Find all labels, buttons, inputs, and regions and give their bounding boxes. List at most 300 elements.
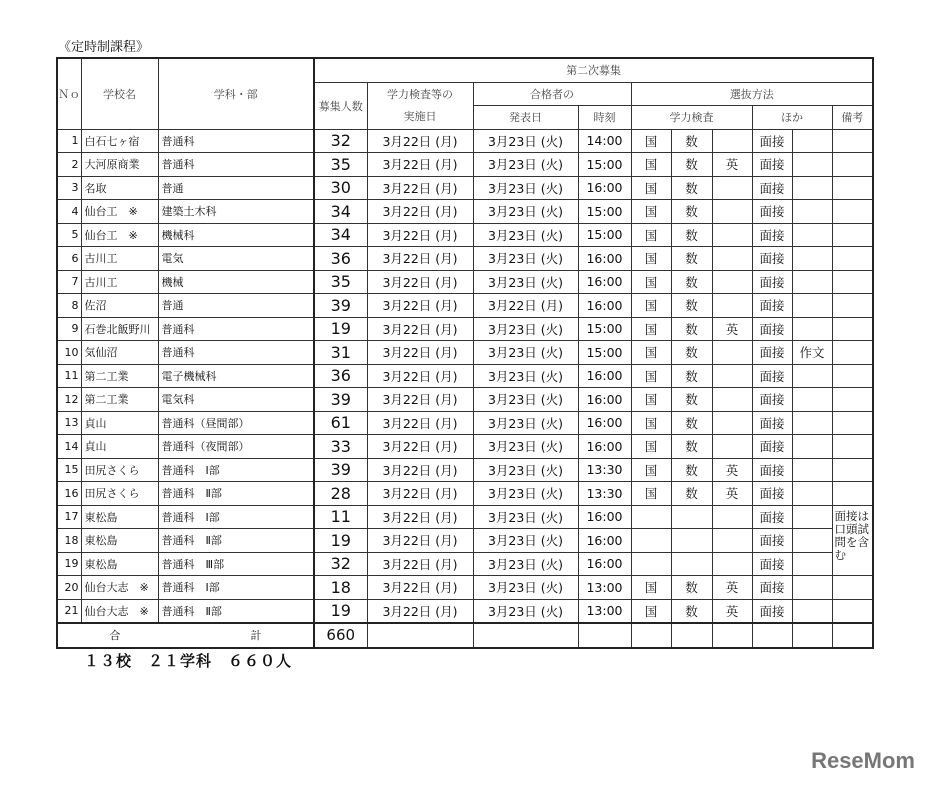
announce-time: 15:00 [578, 223, 631, 247]
other-method [792, 458, 832, 482]
table-row [57, 388, 873, 412]
announce-date: 3月23日 (火) [473, 223, 578, 247]
interview: 面接 [752, 200, 792, 224]
dept-name: 普通科 Ⅲ部 [158, 552, 314, 576]
other-method [792, 529, 832, 553]
announce-time: 13:30 [578, 482, 631, 506]
remark [832, 294, 873, 318]
exam-date: 3月22日 (月) [367, 552, 473, 576]
empty-cell [631, 623, 671, 648]
header-method: 選抜方法 [631, 82, 873, 106]
dept-name: 電気 [158, 247, 314, 271]
empty-cell [671, 623, 712, 648]
remark [832, 153, 873, 177]
dept-name: 建築土木科 [158, 200, 314, 224]
row-no: 12 [57, 388, 81, 412]
remark [832, 223, 873, 247]
subject-math: 数 [671, 435, 712, 459]
table-row [57, 129, 873, 153]
count: 39 [314, 294, 367, 318]
remark-note: 面接は口頭試問を含む [832, 505, 873, 576]
other-method [792, 153, 832, 177]
count: 32 [314, 129, 367, 153]
announce-date: 3月23日 (火) [473, 435, 578, 459]
subject-english [712, 529, 752, 553]
other-method [792, 576, 832, 600]
subject-japanese: 国 [631, 576, 671, 600]
subject-english: 英 [712, 576, 752, 600]
row-no: 8 [57, 294, 81, 318]
remark [832, 129, 873, 153]
other-method [792, 505, 832, 529]
subject-english: 英 [712, 599, 752, 623]
announce-date: 3月23日 (火) [473, 529, 578, 553]
count: 19 [314, 529, 367, 553]
subject-japanese [631, 529, 671, 553]
count: 28 [314, 482, 367, 506]
dept-name: 電子機械科 [158, 364, 314, 388]
row-no: 19 [57, 552, 81, 576]
count: 35 [314, 153, 367, 177]
subject-math: 数 [671, 129, 712, 153]
table-row [57, 317, 873, 341]
table-row [57, 552, 873, 576]
exam-date: 3月22日 (月) [367, 317, 473, 341]
subject-math: 数 [671, 599, 712, 623]
interview: 面接 [752, 458, 792, 482]
announce-date: 3月23日 (火) [473, 176, 578, 200]
school-name: 石巻北飯野川 [81, 317, 158, 341]
interview: 面接 [752, 176, 792, 200]
school-name: 白石七ヶ宿 [81, 129, 158, 153]
empty-cell [832, 623, 873, 648]
subject-japanese: 国 [631, 388, 671, 412]
header-dept: 学科・部 [158, 58, 314, 129]
interview: 面接 [752, 529, 792, 553]
remark [832, 247, 873, 271]
announce-time: 13:00 [578, 599, 631, 623]
row-no: 6 [57, 247, 81, 271]
dept-name: 普通科 [158, 129, 314, 153]
interview: 面接 [752, 505, 792, 529]
remark [832, 388, 873, 412]
count: 19 [314, 599, 367, 623]
subject-japanese: 国 [631, 364, 671, 388]
interview: 面接 [752, 576, 792, 600]
other-method [792, 317, 832, 341]
table-row [57, 153, 873, 177]
subject-japanese: 国 [631, 482, 671, 506]
header-other: ほか [752, 106, 832, 130]
subject-math: 数 [671, 294, 712, 318]
subject-math: 数 [671, 176, 712, 200]
other-method [792, 294, 832, 318]
exam-date: 3月22日 (月) [367, 599, 473, 623]
subject-english [712, 223, 752, 247]
row-no: 9 [57, 317, 81, 341]
exam-date: 3月22日 (月) [367, 458, 473, 482]
other-method [792, 482, 832, 506]
count: 36 [314, 247, 367, 271]
row-no: 17 [57, 505, 81, 529]
school-name: 名取 [81, 176, 158, 200]
dept-name: 普通科 Ⅱ部 [158, 529, 314, 553]
exam-date: 3月22日 (月) [367, 576, 473, 600]
announce-date: 3月23日 (火) [473, 458, 578, 482]
row-no: 20 [57, 576, 81, 600]
announce-time: 14:00 [578, 129, 631, 153]
interview: 面接 [752, 129, 792, 153]
subject-english [712, 435, 752, 459]
table-row [57, 294, 873, 318]
count: 30 [314, 176, 367, 200]
dept-name: 普通科 Ⅱ部 [158, 599, 314, 623]
header-pass: 合格者の [473, 82, 631, 106]
row-no: 10 [57, 341, 81, 365]
dept-name: 普通科 Ⅰ部 [158, 576, 314, 600]
header-exam-date-line2: 実施日 [403, 109, 437, 123]
count: 33 [314, 435, 367, 459]
table-row [57, 176, 873, 200]
exam-date: 3月22日 (月) [367, 341, 473, 365]
school-name: 仙台工 ※ [81, 223, 158, 247]
subject-japanese: 国 [631, 294, 671, 318]
subject-japanese: 国 [631, 411, 671, 435]
total-label-1: 合 [109, 629, 121, 643]
subject-japanese: 国 [631, 247, 671, 271]
dept-name: 普通科（夜間部） [158, 435, 314, 459]
subject-japanese: 国 [631, 200, 671, 224]
count: 35 [314, 270, 367, 294]
announce-date: 3月23日 (火) [473, 552, 578, 576]
row-no: 14 [57, 435, 81, 459]
subject-english [712, 364, 752, 388]
remark [832, 341, 873, 365]
announce-date: 3月23日 (火) [473, 341, 578, 365]
remark [832, 576, 873, 600]
subject-math [671, 505, 712, 529]
subject-math: 数 [671, 364, 712, 388]
exam-date: 3月22日 (月) [367, 529, 473, 553]
remark [832, 200, 873, 224]
school-name: 東松島 [81, 529, 158, 553]
row-no: 16 [57, 482, 81, 506]
announce-time: 13:00 [578, 576, 631, 600]
subject-japanese: 国 [631, 176, 671, 200]
subject-english: 英 [712, 317, 752, 341]
empty-cell [752, 623, 792, 648]
interview: 面接 [752, 317, 792, 341]
announce-date: 3月23日 (火) [473, 505, 578, 529]
school-name: 田尻さくら [81, 482, 158, 506]
exam-date: 3月22日 (月) [367, 129, 473, 153]
announce-time: 13:30 [578, 458, 631, 482]
header-no: Ｎｏ [57, 58, 81, 129]
remark [832, 270, 873, 294]
other-method [792, 270, 832, 294]
exam-date: 3月22日 (月) [367, 411, 473, 435]
other-method [792, 435, 832, 459]
count: 31 [314, 341, 367, 365]
announce-time: 16:00 [578, 270, 631, 294]
row-no: 3 [57, 176, 81, 200]
announce-date: 3月23日 (火) [473, 153, 578, 177]
subject-math: 数 [671, 153, 712, 177]
subject-math: 数 [671, 200, 712, 224]
subject-japanese [631, 505, 671, 529]
remark [832, 458, 873, 482]
announce-date: 3月23日 (火) [473, 247, 578, 271]
subject-english: 英 [712, 458, 752, 482]
exam-date: 3月22日 (月) [367, 482, 473, 506]
announce-date: 3月23日 (火) [473, 364, 578, 388]
announce-date: 3月23日 (火) [473, 388, 578, 412]
row-no: 11 [57, 364, 81, 388]
table-row [57, 576, 873, 600]
school-name: 仙台大志 ※ [81, 599, 158, 623]
subject-english [712, 505, 752, 529]
remark [832, 411, 873, 435]
row-no: 4 [57, 200, 81, 224]
dept-name: 普通科 Ⅰ部 [158, 505, 314, 529]
remark [832, 435, 873, 459]
announce-time: 16:00 [578, 505, 631, 529]
remark [832, 176, 873, 200]
subject-english [712, 294, 752, 318]
header-school: 学校名 [81, 58, 158, 129]
other-method [792, 176, 832, 200]
announce-time: 16:00 [578, 411, 631, 435]
header-announce: 発表日 [473, 106, 578, 130]
school-name: 仙台工 ※ [81, 200, 158, 224]
table-row [57, 247, 873, 271]
header-time: 時刻 [578, 106, 631, 130]
count: 39 [314, 388, 367, 412]
count: 36 [314, 364, 367, 388]
subject-english [712, 411, 752, 435]
count: 34 [314, 223, 367, 247]
dept-name: 普通科 Ⅱ部 [158, 482, 314, 506]
dept-name: 普通科 Ⅰ部 [158, 458, 314, 482]
total-label-2: 計 [250, 629, 262, 643]
subject-english [712, 270, 752, 294]
announce-time: 16:00 [578, 364, 631, 388]
row-no: 5 [57, 223, 81, 247]
exam-date: 3月22日 (月) [367, 153, 473, 177]
count: 34 [314, 200, 367, 224]
subject-math: 数 [671, 482, 712, 506]
subject-math: 数 [671, 341, 712, 365]
interview: 面接 [752, 552, 792, 576]
header-second-recruitment: 第二次募集 [314, 58, 873, 82]
other-method [792, 411, 832, 435]
exam-date: 3月22日 (月) [367, 294, 473, 318]
empty-cell [712, 623, 752, 648]
row-no: 13 [57, 411, 81, 435]
section-title: 《定時制課程》 [58, 40, 150, 55]
other-method [792, 388, 832, 412]
subject-english [712, 176, 752, 200]
empty-cell [473, 623, 578, 648]
subject-english [712, 200, 752, 224]
announce-date: 3月22日 (月) [473, 294, 578, 318]
count: 11 [314, 505, 367, 529]
interview: 面接 [752, 341, 792, 365]
exam-date: 3月22日 (月) [367, 200, 473, 224]
exam-date: 3月22日 (月) [367, 270, 473, 294]
subject-japanese: 国 [631, 458, 671, 482]
count: 18 [314, 576, 367, 600]
subject-math: 数 [671, 458, 712, 482]
school-name: 佐沼 [81, 294, 158, 318]
subject-english [712, 552, 752, 576]
subject-english [712, 247, 752, 271]
table-row [57, 270, 873, 294]
table-row [57, 200, 873, 224]
dept-name: 電気科 [158, 388, 314, 412]
announce-time: 15:00 [578, 200, 631, 224]
row-no: 2 [57, 153, 81, 177]
subject-math: 数 [671, 317, 712, 341]
interview: 面接 [752, 482, 792, 506]
subject-english: 英 [712, 482, 752, 506]
header-exam-date-line1: 学力検査等の [387, 87, 453, 101]
subject-japanese: 国 [631, 270, 671, 294]
table-row [57, 529, 873, 553]
announce-time: 16:00 [578, 247, 631, 271]
table-row [57, 505, 873, 529]
subject-math: 数 [671, 223, 712, 247]
other-method [792, 552, 832, 576]
count: 19 [314, 317, 367, 341]
school-name: 大河原商業 [81, 153, 158, 177]
count: 61 [314, 411, 367, 435]
dept-name: 機械科 [158, 223, 314, 247]
announce-time: 15:00 [578, 153, 631, 177]
table-row [57, 435, 873, 459]
interview: 面接 [752, 599, 792, 623]
total-value: 660 [314, 623, 367, 648]
subject-english [712, 341, 752, 365]
announce-date: 3月23日 (火) [473, 482, 578, 506]
subject-japanese [631, 552, 671, 576]
header-remarks: 備考 [832, 106, 873, 130]
resemom-logo: ReseMom [811, 748, 915, 773]
announce-time: 16:00 [578, 529, 631, 553]
school-name: 第二工業 [81, 388, 158, 412]
table-row [57, 482, 873, 506]
announce-date: 3月23日 (火) [473, 129, 578, 153]
announce-date: 3月23日 (火) [473, 317, 578, 341]
school-name: 東松島 [81, 552, 158, 576]
count: 32 [314, 552, 367, 576]
empty-cell [578, 623, 631, 648]
table-row [57, 458, 873, 482]
subject-japanese: 国 [631, 341, 671, 365]
interview: 面接 [752, 411, 792, 435]
empty-cell [367, 623, 473, 648]
subject-english [712, 129, 752, 153]
interview: 面接 [752, 223, 792, 247]
school-name: 貞山 [81, 411, 158, 435]
interview: 面接 [752, 294, 792, 318]
announce-date: 3月23日 (火) [473, 200, 578, 224]
other-method [792, 223, 832, 247]
announce-date: 3月23日 (火) [473, 411, 578, 435]
header-exam-date [367, 82, 473, 129]
subject-japanese: 国 [631, 153, 671, 177]
exam-date: 3月22日 (月) [367, 388, 473, 412]
other-method [792, 129, 832, 153]
interview: 面接 [752, 364, 792, 388]
header-count: 募集人数 [314, 82, 367, 129]
subject-math [671, 552, 712, 576]
interview: 面接 [752, 153, 792, 177]
subject-math: 数 [671, 576, 712, 600]
other-method [792, 599, 832, 623]
table-row [57, 411, 873, 435]
announce-date: 3月23日 (火) [473, 599, 578, 623]
subject-english [712, 388, 752, 412]
interview: 面接 [752, 270, 792, 294]
subject-math: 数 [671, 270, 712, 294]
subject-japanese: 国 [631, 435, 671, 459]
empty-cell [792, 623, 832, 648]
table-row [57, 223, 873, 247]
announce-time: 16:00 [578, 388, 631, 412]
announce-time: 16:00 [578, 552, 631, 576]
announce-time: 15:00 [578, 317, 631, 341]
row-no: 1 [57, 129, 81, 153]
announce-time: 16:00 [578, 294, 631, 318]
remark [832, 482, 873, 506]
dept-name: 普通 [158, 176, 314, 200]
school-name: 仙台大志 ※ [81, 576, 158, 600]
announce-date: 3月23日 (火) [473, 576, 578, 600]
total-row [57, 623, 873, 648]
other-method [792, 247, 832, 271]
dept-name: 普通科 [158, 317, 314, 341]
dept-name: 普通 [158, 294, 314, 318]
interview: 面接 [752, 247, 792, 271]
total-label [57, 623, 314, 648]
dept-name: 普通科 [158, 341, 314, 365]
header-academic: 学力検査 [631, 106, 752, 130]
exam-date: 3月22日 (月) [367, 364, 473, 388]
school-name: 古川工 [81, 270, 158, 294]
row-no: 15 [57, 458, 81, 482]
school-name: 田尻さくら [81, 458, 158, 482]
exam-date: 3月22日 (月) [367, 247, 473, 271]
school-name: 貞山 [81, 435, 158, 459]
dept-name: 普通科（昼間部） [158, 411, 314, 435]
table-row [57, 599, 873, 623]
interview: 面接 [752, 435, 792, 459]
recruitment-table [56, 57, 874, 649]
other-method [792, 200, 832, 224]
row-no: 21 [57, 599, 81, 623]
subject-math: 数 [671, 388, 712, 412]
school-name: 第二工業 [81, 364, 158, 388]
dept-name: 機械 [158, 270, 314, 294]
announce-time: 16:00 [578, 176, 631, 200]
school-name: 古川工 [81, 247, 158, 271]
dept-name: 普通科 [158, 153, 314, 177]
exam-date: 3月22日 (月) [367, 223, 473, 247]
table-row [57, 364, 873, 388]
subject-japanese: 国 [631, 223, 671, 247]
subject-math: 数 [671, 247, 712, 271]
